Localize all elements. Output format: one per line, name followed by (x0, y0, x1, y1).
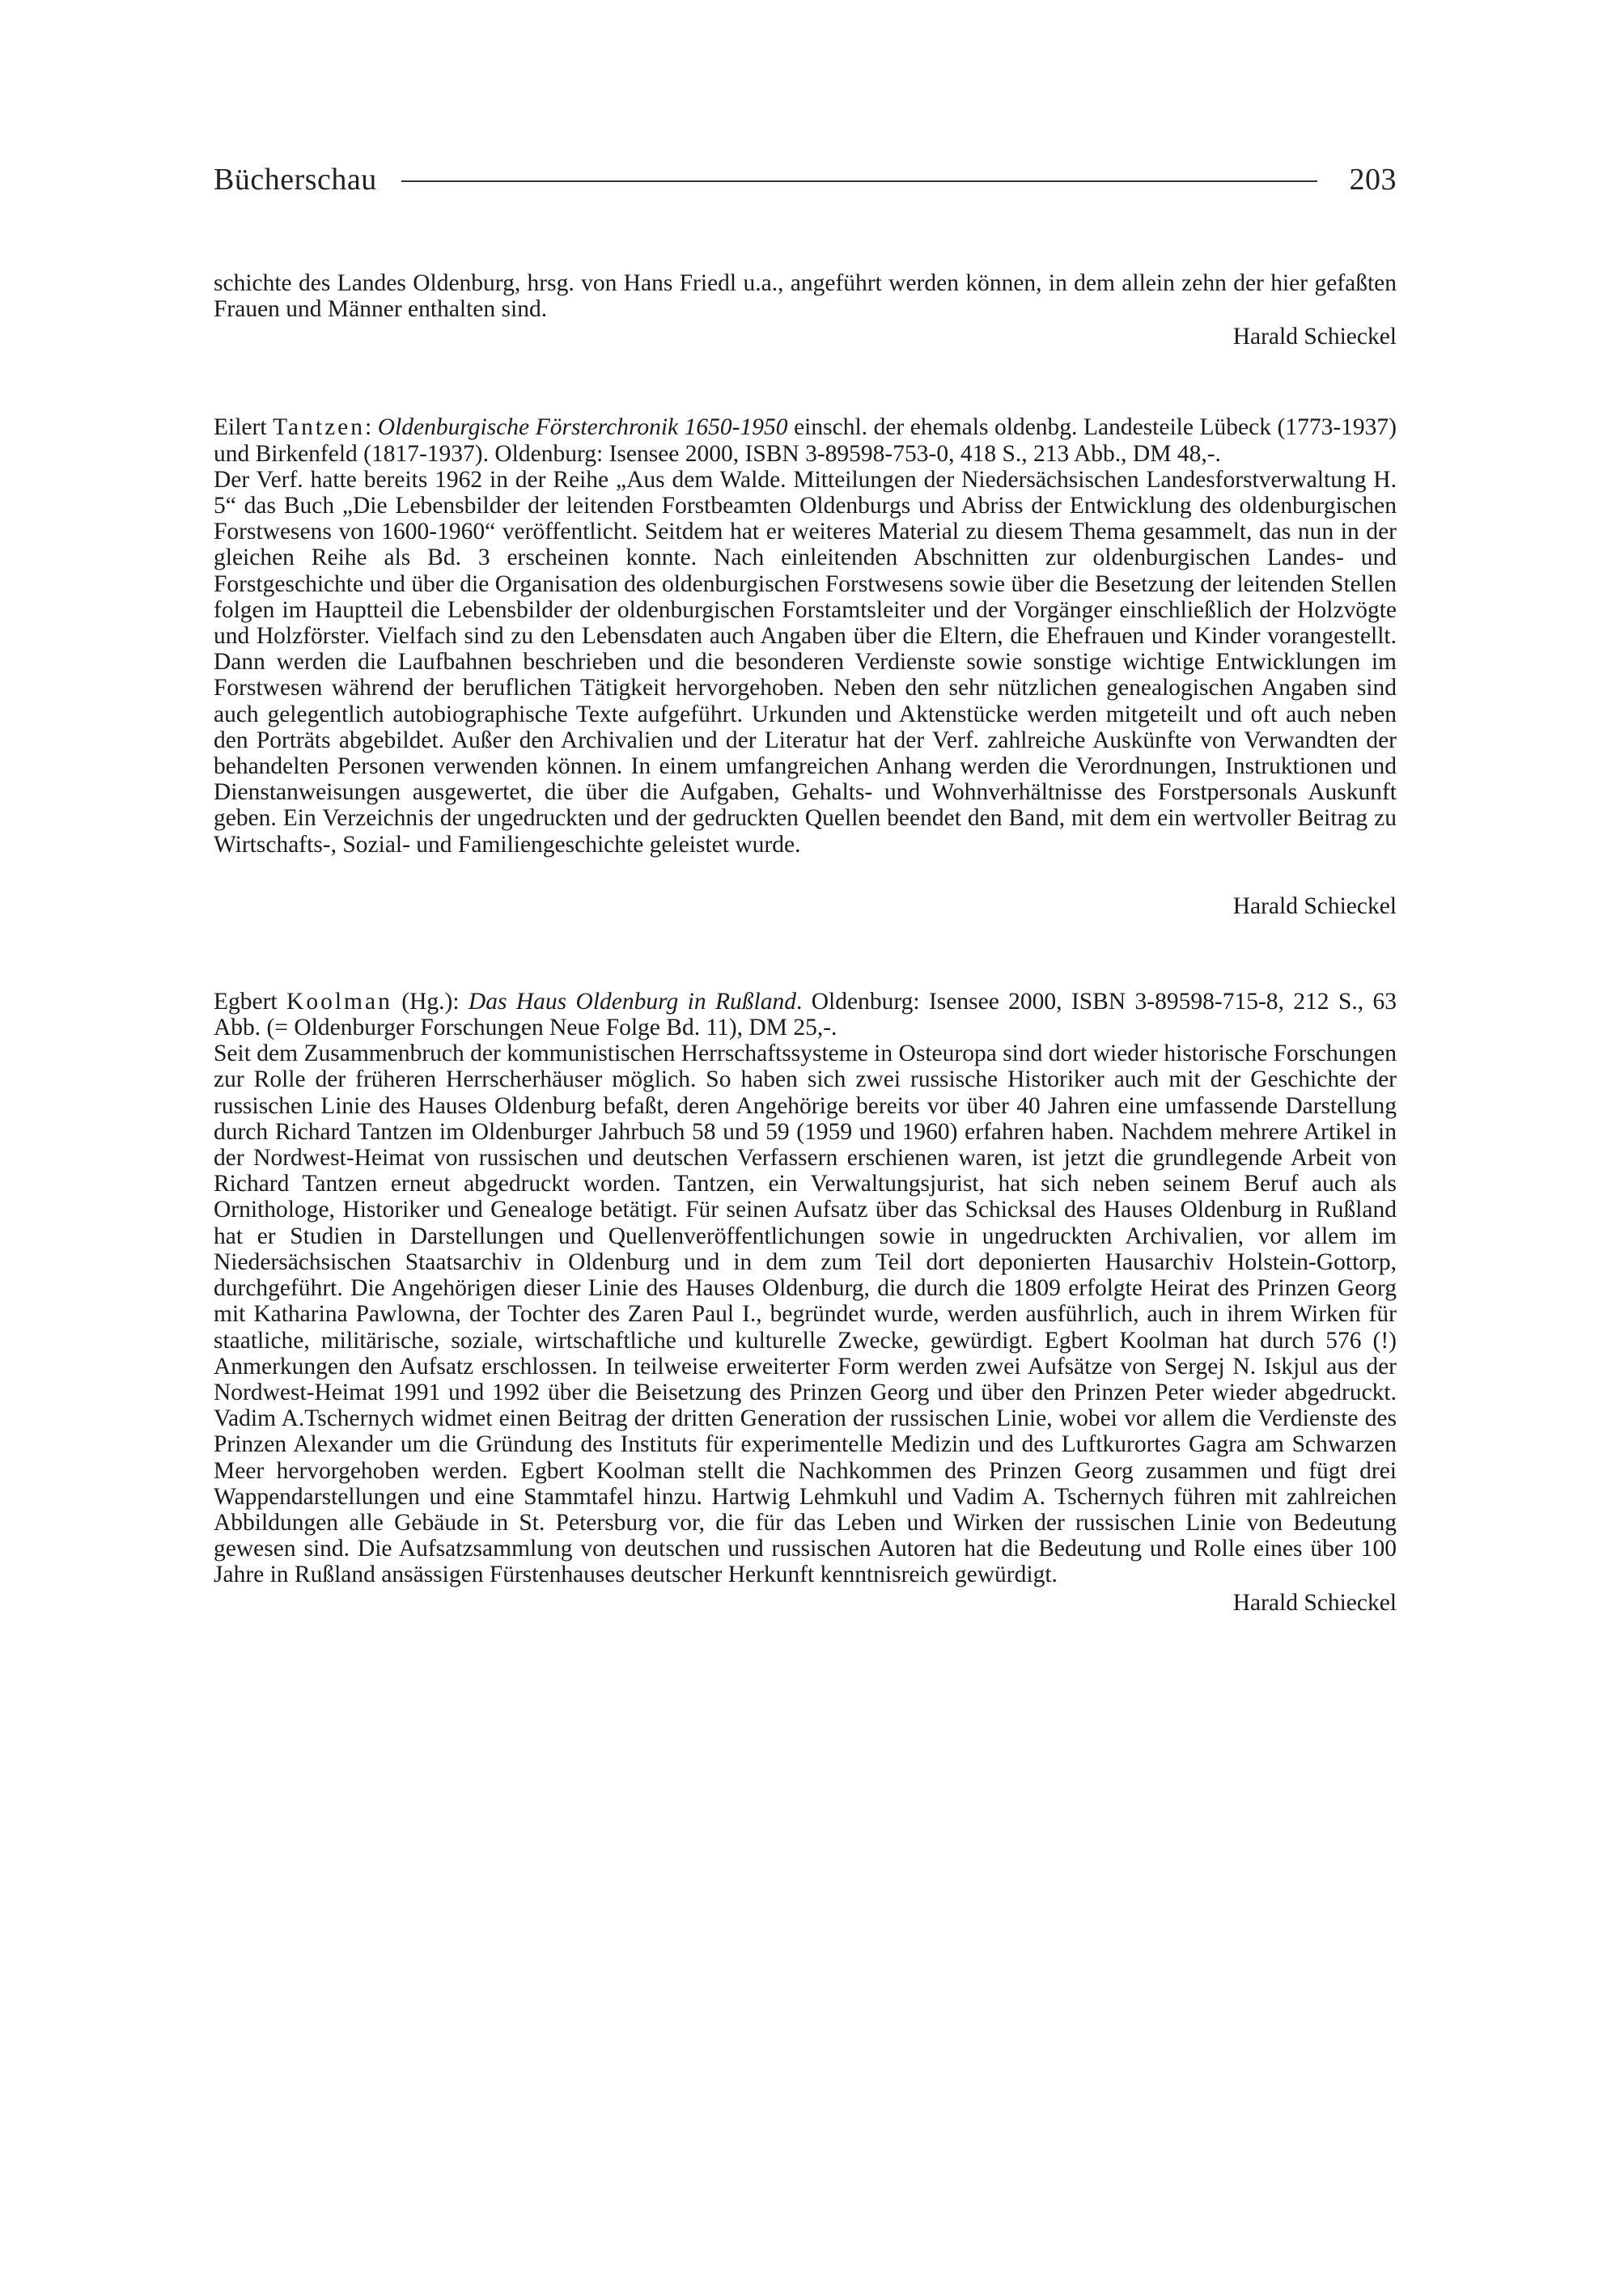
page (214, 162, 1397, 1616)
author-last-name: Tantzen (273, 414, 366, 441)
continuation-review (214, 270, 1397, 350)
page-number: 203 (1349, 163, 1397, 197)
section-title: Bücherschau (214, 163, 377, 197)
citation-details: einschl. der ehemals oldenbg. Landesteile Lübeck (1773-1937) und Birkenfeld (1817-1937). Oldenburg: Isensee 2000, ISBN 3-89598-753-0, 418 S., 213 Abb., DM 48,-. (214, 414, 1397, 467)
running-head (214, 162, 1397, 197)
continuation-text: schichte des Landes Oldenburg, hrsg. von Hans Friedl u.a., angeführt werden können, in dem allein zehn der hier gefaßten Frauen und Männer enthalten sind. (214, 270, 1397, 323)
reviewer-signature: Harald Schieckel (1232, 892, 1397, 919)
author-first-name: Egbert (214, 988, 278, 1015)
book-title: Oldenburgische Försterchronik 1650-1950 (377, 414, 788, 441)
header-rule (401, 180, 1317, 182)
citation (214, 989, 1397, 1041)
reviewer-signature: Harald Schieckel (1232, 324, 1397, 350)
citation: Eilert Tantzen: Oldenburgische Försterchronik 1650-1950 einschl. der ehemals oldenbg. Landesteile Lübeck (1773-1937) und Birkenfeld (1817-1937). Oldenburg: Isensee 2000, ISBN 3-89598-753-0, 418 S., 213 Abb., DM 48,-. (214, 414, 1397, 467)
author-last-name: Koolman (286, 988, 392, 1015)
review-text: Der Verf. hatte bereits 1962 in der Reihe „Aus dem Walde. Mitteilungen der Niedersächsischen Landesforstverwaltung H. 5“ das Buch „Die Lebensbilder der leitenden Forstbeamten Oldenburgs und Abriss der Entwicklung des oldenburgischen Forstwesens von 1600-1960“ veröffentlicht. Seitdem hat er weiteres Material zu diesem Thema gesammelt, das nun in der gleichen Reihe als Bd. 3 erscheinen konnte. Nach einleitenden Abschnitten zur oldenburgischen Landes- und Forstgeschichte und über die Organisation des oldenburgischen Forstwesens sowie über die Besetzung der leitenden Stellen folgen im Hauptteil die Lebensbilder der oldenburgischen Forstamtsleiter und der Vorgänger einschließlich der Holzvögte und Holzförster. Vielfach sind zu den Lebensdaten auch Angaben über die Eltern, die Ehefrauen und Kinder vorangestellt. Dann werden die Laufbahnen beschrieben und die besonderen Verdienste sowie sonstige wichtige Entwicklungen im Forstwesen während der beruflichen Tätigkeit hervorgehoben. Neben den sehr nützlichen genealogischen Angaben sind auch gelegentlich autobiographische Texte aufgeführt. Urkunden und Aktenstücke werden mitgeteilt und oft auch neben den Porträts abgebildet. Außer den Archivalien und der Literatur hat der Verf. zahlreiche Auskünfte von Verwandten der behandelten Personen verwenden können. In einem umfangreichen Anhang werden die Verordnungen, Instruktionen und Dienstanweisungen ausgewertet, die über die Aufgaben, Gehalts- und Wohnverhältnisse des Forstpersonals Auskunft geben. Ein Verzeichnis der ungedruckten und der gedruckten Quellen beendet den Band, mit dem ein wertvoller Beitrag zu Wirtschafts-, Sozial- und Familiengeschichte geleistet wurde. (214, 466, 1397, 858)
review-koolman (214, 989, 1397, 1616)
book-title: Das Haus Oldenburg in Rußland (468, 988, 796, 1015)
reviewer-signature: Harald Schieckel (1232, 1589, 1397, 1616)
editor-note: (Hg.): (392, 988, 469, 1015)
citation-details: . Oldenburg: Isensee 2000, ISBN 3-89598-715-8, 212 S., 63 Abb. (= Oldenburger Forschungen Neue Folge Bd. 11), DM 25,-. (214, 988, 1397, 1041)
review-text: Seit dem Zusammenbruch der kommunistischen Herrschaftssysteme in Osteuropa sind dort wieder historische Forschungen zur Rolle der früheren Herrscherhäuser möglich. So haben sich zwei russische Historiker auch mit der Geschichte der russischen Linie des Hauses Oldenburg befaßt, deren Angehörige bereits vor über 40 Jahren eine umfassende Darstellung durch Richard Tantzen im Oldenburger Jahrbuch 58 und 59 (1959 und 1960) erfahren haben. Nachdem mehrere Artikel in der Nordwest-Heimat von russischen und deutschen Verfassern erschienen waren, ist jetzt die grundlegende Arbeit von Richard Tantzen erneut abgedruckt worden. Tantzen, ein Verwaltungsjurist, hat sich neben seinem Beruf auch als Ornithologe, Historiker und Genealoge betätigt. Für seinen Aufsatz über das Schicksal des Hauses Oldenburg in Rußland hat er Studien in Darstellungen und Quellenveröffentlichungen sowie in ungedruckten Archivalien, vor allem im Niedersächsischen Staatsarchiv in Oldenburg und in dem zum Teil dort deponierten Hausarchiv Holstein-Gottorp, durchgeführt. Die Angehörigen dieser Linie des Hauses Oldenburg, die durch die 1809 erfolgte Heirat des Prinzen Georg mit Katharina Pawlowna, der Tochter des Zaren Paul I., begründet wurde, werden ausführlich, auch in ihrem Wirken für staatliche, militärische, soziale, wirtschaftliche und kulturelle Zwecke, gewürdigt. Egbert Koolman hat durch 576 (!) Anmerkungen den Aufsatz erschlossen. In teilweise erweiterter Form werden zwei Aufsätze von Sergej N. Iskjul aus der Nordwest-Heimat 1991 und 1992 über die Beisetzung des Prinzen Georg und über den Prinzen Peter wieder abgedruckt. Vadim A.Tschernych widmet einen Beitrag der dritten Generation der russischen Linie, wobei vor allem die Verdienste des Prinzen Alexander um die Gründung des Instituts für experimentelle Medizin und des Luftkurortes Gagra am Schwarzen Meer hervorgehoben werden. Egbert Koolman stellt die Nachkommen des Prinzen Georg zusammen und fügt drei Wappendarstellungen und eine Stammtafel hinzu. Hartwig Lehmkuhl und Vadim A. Tschernych führen mit zahlreichen Abbildungen alle Gebäude in St. Petersburg vor, die für das Leben und Wirken der russischen Linie von Bedeutung gewesen sind. Die Aufsatzsammlung von deutschen und russischen Autoren hat die Bedeutung und Rolle eines über 100 Jahre in Rußland ansässigen Fürstenhauses deutscher Herkunft kenntnisreich gewürdigt. (214, 1041, 1397, 1588)
author-first-name: Eilert (214, 414, 267, 441)
review-tantzen (214, 414, 1397, 918)
